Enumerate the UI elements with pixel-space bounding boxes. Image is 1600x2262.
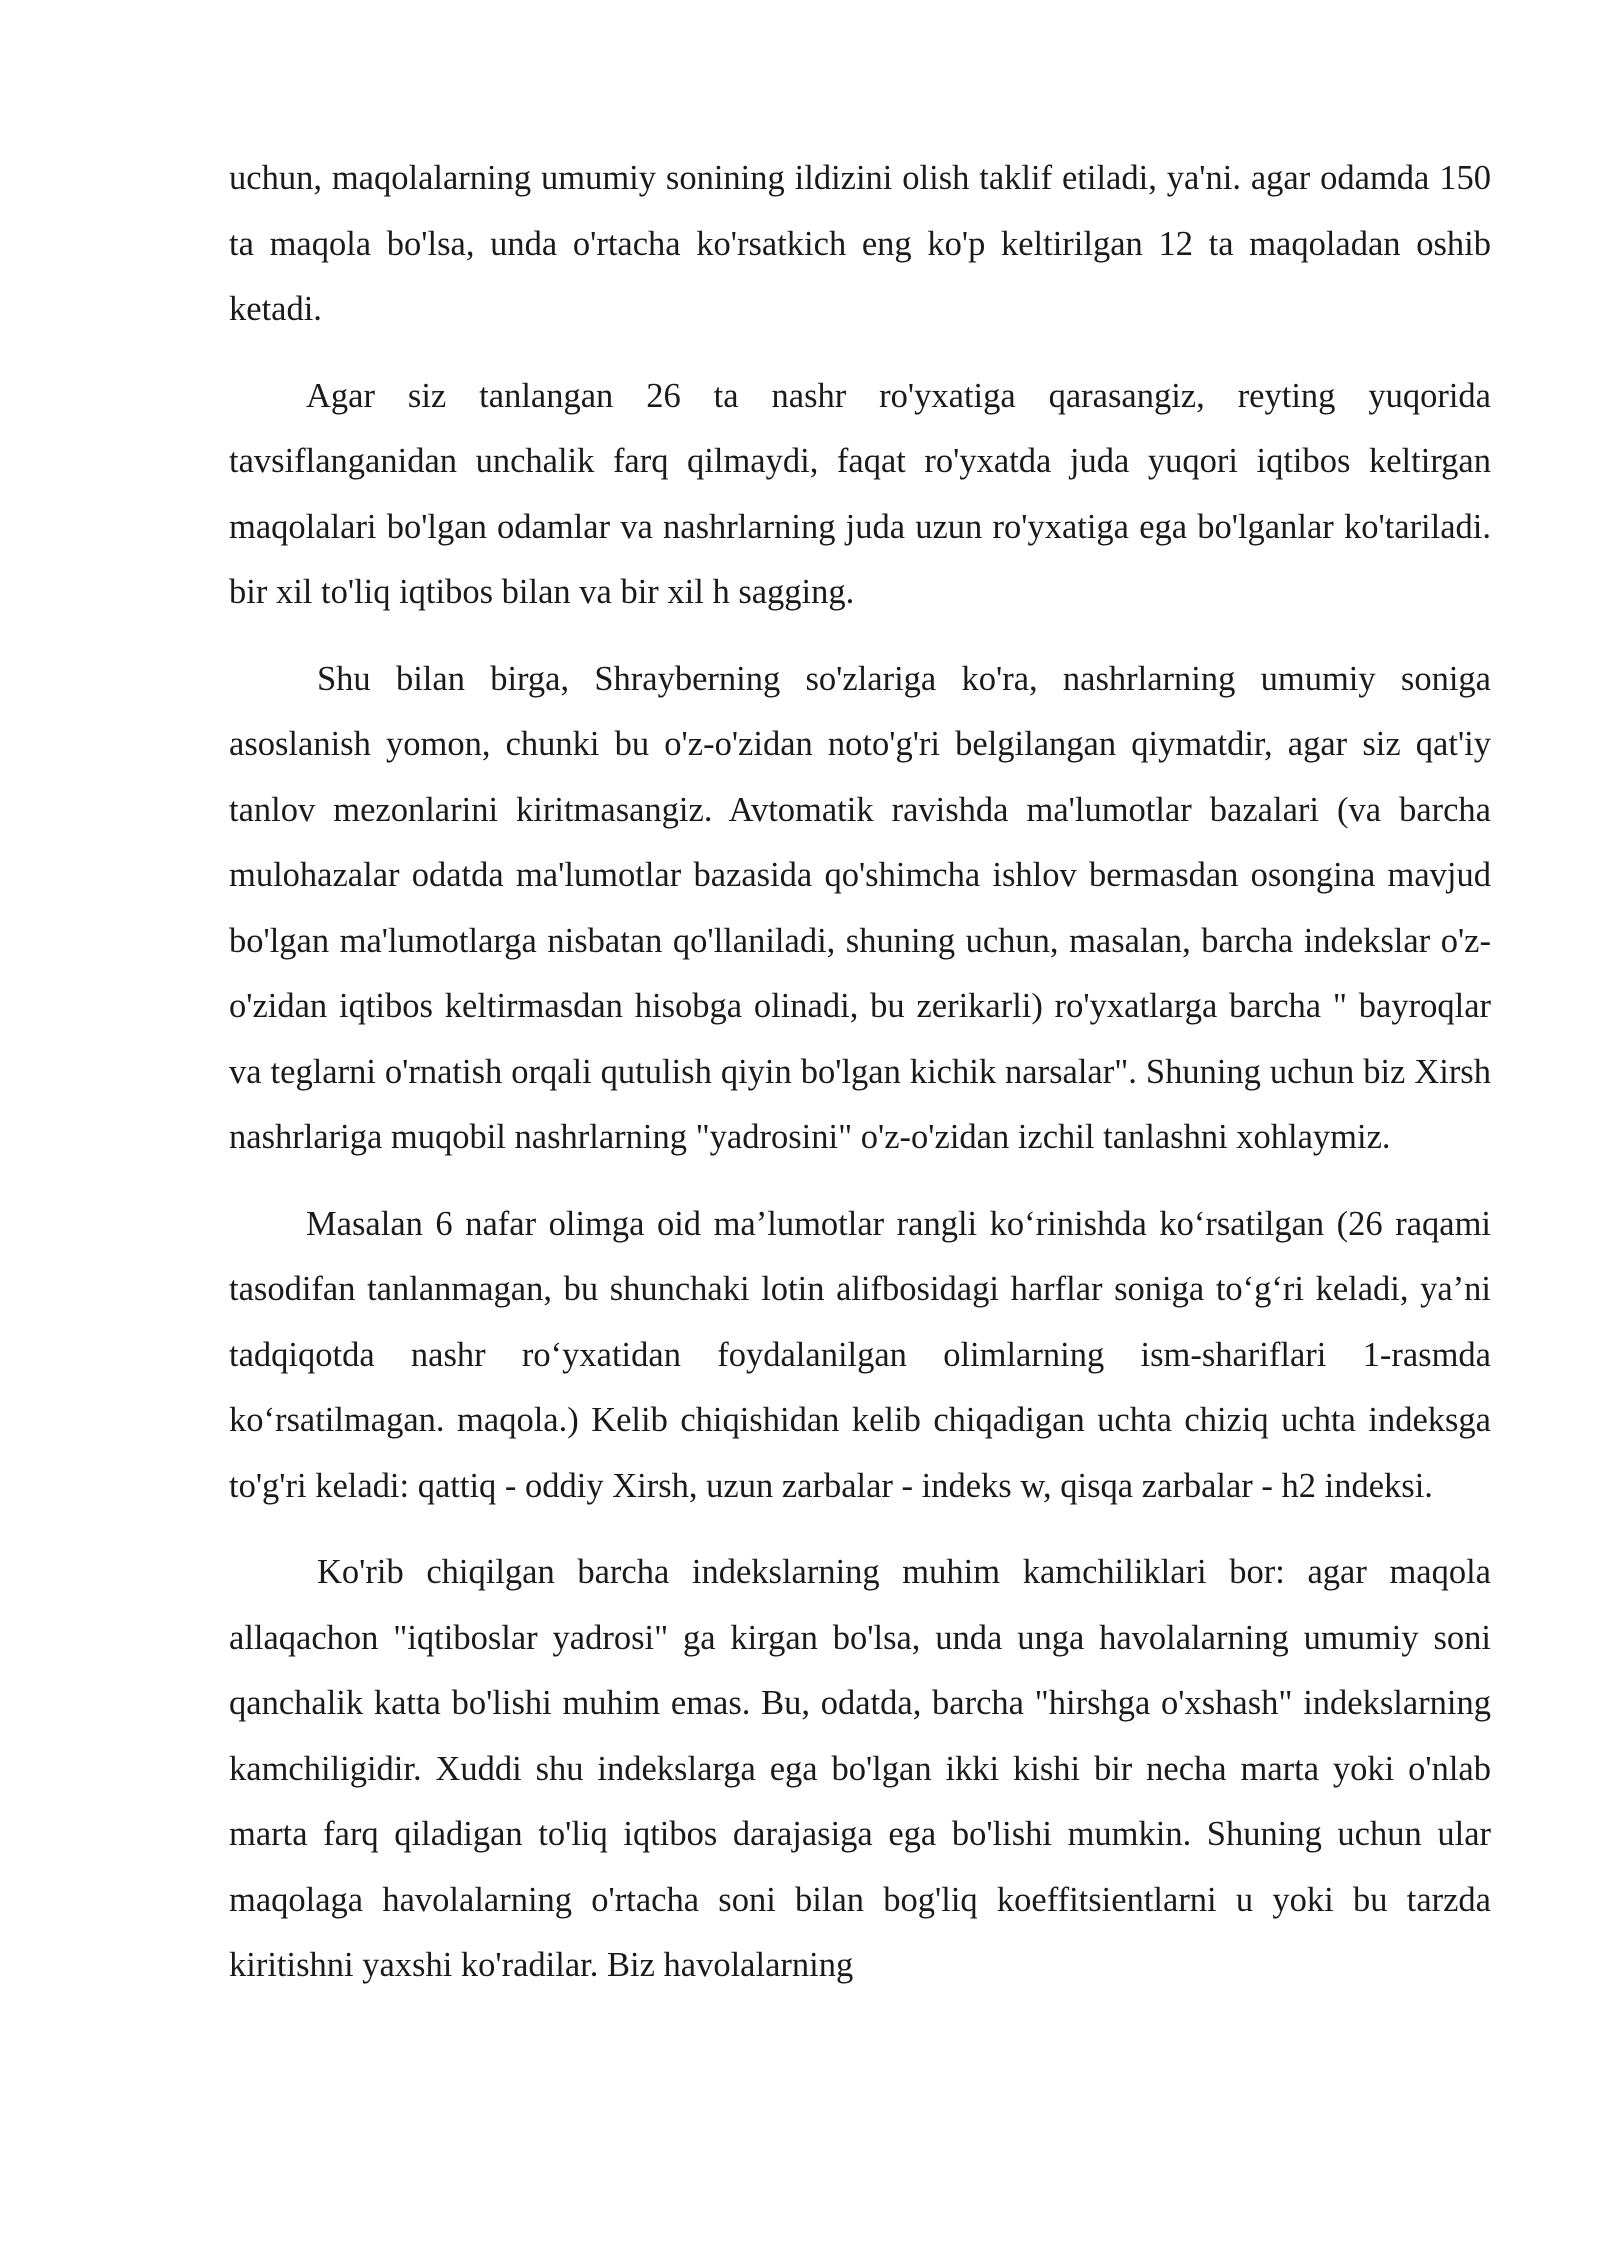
paragraph-5: Ko'rib chiqilgan barcha indekslarning muhim kamchiliklari bor: agar maqola allaqachon "iqtiboslar yadrosi" ga kirgan bo'lsa, unda unga havolalarning umumiy soni qanchalik katta bo'lishi muhim emas. Bu, odatda, barcha "hirshga o'xshash" indekslarning kamchiligidir. Xuddi shu indekslarga ega bo'lgan ikki kishi bir necha marta yoki o'nlab marta farq qiladigan to'liq iqtibos darajasiga ega bo'lishi mumkin. Shuning uchun ular maqolaga havolalarning o'rtacha soni bilan bog'liq koeffitsientlarni u yoki bu tarzda kiritishni yaxshi ko'radilar. Biz havolalarning (229, 1553, 1491, 1984)
paragraph-1: uchun, maqolalarning umumiy sonining ildizini olish taklif etiladi, ya'ni. agar odamda 150 ta maqola bo'lsa, unda o'rtacha ko'rsatkich eng ko'p keltirilgan 12 ta maqoladan oshib ketadi. (229, 159, 1491, 328)
document-page (229, 146, 1491, 2020)
paragraph-3: Shu bilan birga, Shrayberning so'zlariga ko'ra, nashrlarning umumiy soniga asoslanish yomon, chunki bu o'z-o'zidan noto'g'ri belgilangan qiymatdir, agar siz qat'iy tanlov mezonlarini kiritmasangiz. Avtomatik ravishda ma'lumotlar bazalari (va barcha mulohazalar odatda ma'lumotlar bazasida qo'shimcha ishlov bermasdan osongina mavjud bo'lgan ma'lumotlarga nisbatan qo'llaniladi, shuning uchun, masalan, barcha indekslar o'z-o'zidan iqtibos keltirmasdan hisobga olinadi, bu zerikarli) ro'yxatlarga barcha " bayroqlar va teglarni o'rnatish orqali qutulish qiyin bo'lgan kichik narsalar". Shuning uchun biz Xirsh nashrlariga muqobil nashrlarning "yadrosini" o'z-o'zidan izchil tanlashni xohlaymiz. (229, 659, 1491, 1156)
paragraph-4: Masalan 6 nafar olimga oid ma’lumotlar rangli ko‘rinishda ko‘rsatilgan (26 raqami tasodifan tanlanmagan, bu shunchaki lotin alifbosidagi harflar soniga to‘g‘ri keladi, ya’ni tadqiqotda nashr ro‘yxatidan foydalanilgan olimlarning ism-shariflari 1-rasmda ko‘rsatilmagan. maqola.) Kelib chiqishidan kelib chiqadigan uchta chiziq uchta indeksga to'g'ri keladi: qattiq - oddiy Xirsh, uzun zarbalar - indeks w, qisqa zarbalar - h2 indeksi. (229, 1204, 1491, 1505)
paragraph-2: Agar siz tanlangan 26 ta nashr ro'yxatiga qarasangiz, reyting yuqorida tavsiflanganidan unchalik farq qilmaydi, faqat ro'yxatda juda yuqori iqtibos keltirgan maqolalari bo'lgan odamlar va nashrlarning juda uzun ro'yxatiga ega bo'lganlar ko'tariladi. bir xil to'liq iqtibos bilan va bir xil h sagging. (229, 376, 1491, 611)
